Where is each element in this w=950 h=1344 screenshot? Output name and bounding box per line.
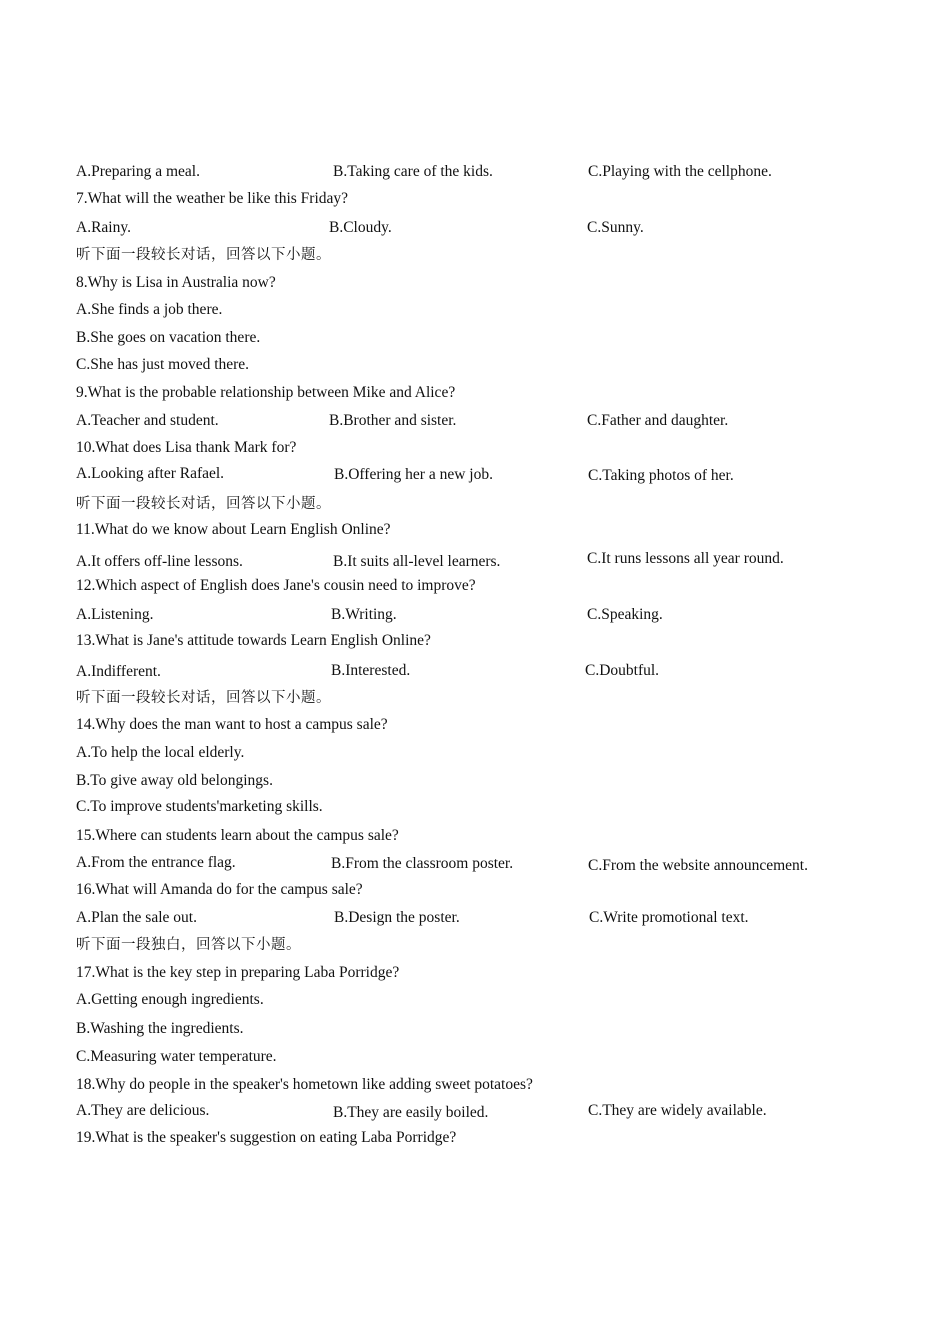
q11-option-a: A.It offers off-line lessons.	[76, 553, 243, 570]
q16-option-a: A.Plan the sale out.	[76, 909, 197, 926]
q8-option-b: B.She goes on vacation there.	[76, 329, 261, 346]
q7-question: 7.What will the weather be like this Friday?	[76, 190, 349, 207]
q7-option-b: B.Cloudy.	[329, 219, 392, 236]
q17-question: 17.What is the key step in preparing Laba Porridge?	[76, 964, 400, 981]
section-intro-3: 听下面一段较长对话，回答以下小题。	[76, 690, 331, 706]
q17-option-a: A.Getting enough ingredients.	[76, 991, 264, 1008]
q6-option-a: A.Preparing a meal.	[76, 163, 200, 180]
q11-option-b: B.It suits all-level learners.	[333, 553, 501, 570]
q12-option-b: B.Writing.	[331, 606, 397, 623]
q9-option-b: B.Brother and sister.	[329, 412, 457, 429]
q13-option-c: C.Doubtful.	[585, 662, 660, 679]
q14-option-a: A.To help the local elderly.	[76, 744, 245, 761]
q6-option-b: B.Taking care of the kids.	[333, 163, 493, 180]
q12-option-a: A.Listening.	[76, 606, 154, 623]
section-intro-2: 听下面一段较长对话，回答以下小题。	[76, 496, 331, 512]
q15-option-a: A.From the entrance flag.	[76, 854, 236, 871]
q10-option-a: A.Looking after Rafael.	[76, 465, 225, 482]
q14-option-c: C.To improve students'marketing skills.	[76, 798, 323, 815]
q6-option-c: C.Playing with the cellphone.	[588, 163, 772, 180]
q14-option-b: B.To give away old belongings.	[76, 772, 273, 789]
q7-option-a: A.Rainy.	[76, 219, 131, 236]
q8-option-a: A.She finds a job there.	[76, 301, 223, 318]
q18-question: 18.Why do people in the speaker's hometown like adding sweet potatoes?	[76, 1076, 533, 1093]
q16-option-c: C.Write promotional text.	[589, 909, 749, 926]
q18-option-b: B.They are easily boiled.	[333, 1104, 489, 1121]
section-intro-4: 听下面一段独白，回答以下小题。	[76, 937, 301, 953]
q15-option-b: B.From the classroom poster.	[331, 855, 514, 872]
q13-option-b: B.Interested.	[331, 662, 411, 679]
q16-option-b: B.Design the poster.	[334, 909, 460, 926]
q9-option-c: C.Father and daughter.	[587, 412, 729, 429]
q16-question: 16.What will Amanda do for the campus sale?	[76, 881, 363, 898]
q11-question: 11.What do we know about Learn English Online?	[76, 521, 391, 538]
q14-question: 14.Why does the man want to host a campus sale?	[76, 716, 388, 733]
q8-question: 8.Why is Lisa in Australia now?	[76, 274, 276, 291]
q12-option-c: C.Speaking.	[587, 606, 663, 623]
q15-option-c: C.From the website announcement.	[588, 857, 808, 874]
q13-question: 13.What is Jane's attitude towards Learn English Online?	[76, 632, 431, 649]
q11-option-c: C.It runs lessons all year round.	[587, 550, 784, 567]
q15-question: 15.Where can students learn about the campus sale?	[76, 827, 399, 844]
q18-option-a: A.They are delicious.	[76, 1102, 210, 1119]
q13-option-a: A.Indifferent.	[76, 663, 161, 680]
q7-option-c: C.Sunny.	[587, 219, 644, 236]
q10-option-c: C.Taking photos of her.	[588, 467, 734, 484]
q8-option-c: C.She has just moved there.	[76, 356, 250, 373]
q17-option-c: C.Measuring water temperature.	[76, 1048, 277, 1065]
q10-option-b: B.Offering her a new job.	[334, 466, 493, 483]
q12-question: 12.Which aspect of English does Jane's cousin need to improve?	[76, 577, 476, 594]
q9-option-a: A.Teacher and student.	[76, 412, 219, 429]
q9-question: 9.What is the probable relationship between Mike and Alice?	[76, 384, 456, 401]
q17-option-b: B.Washing the ingredients.	[76, 1020, 244, 1037]
q10-question: 10.What does Lisa thank Mark for?	[76, 439, 297, 456]
section-intro-1: 听下面一段较长对话，回答以下小题。	[76, 247, 331, 263]
q18-option-c: C.They are widely available.	[588, 1102, 767, 1119]
q19-question: 19.What is the speaker's suggestion on eating Laba Porridge?	[76, 1129, 457, 1146]
